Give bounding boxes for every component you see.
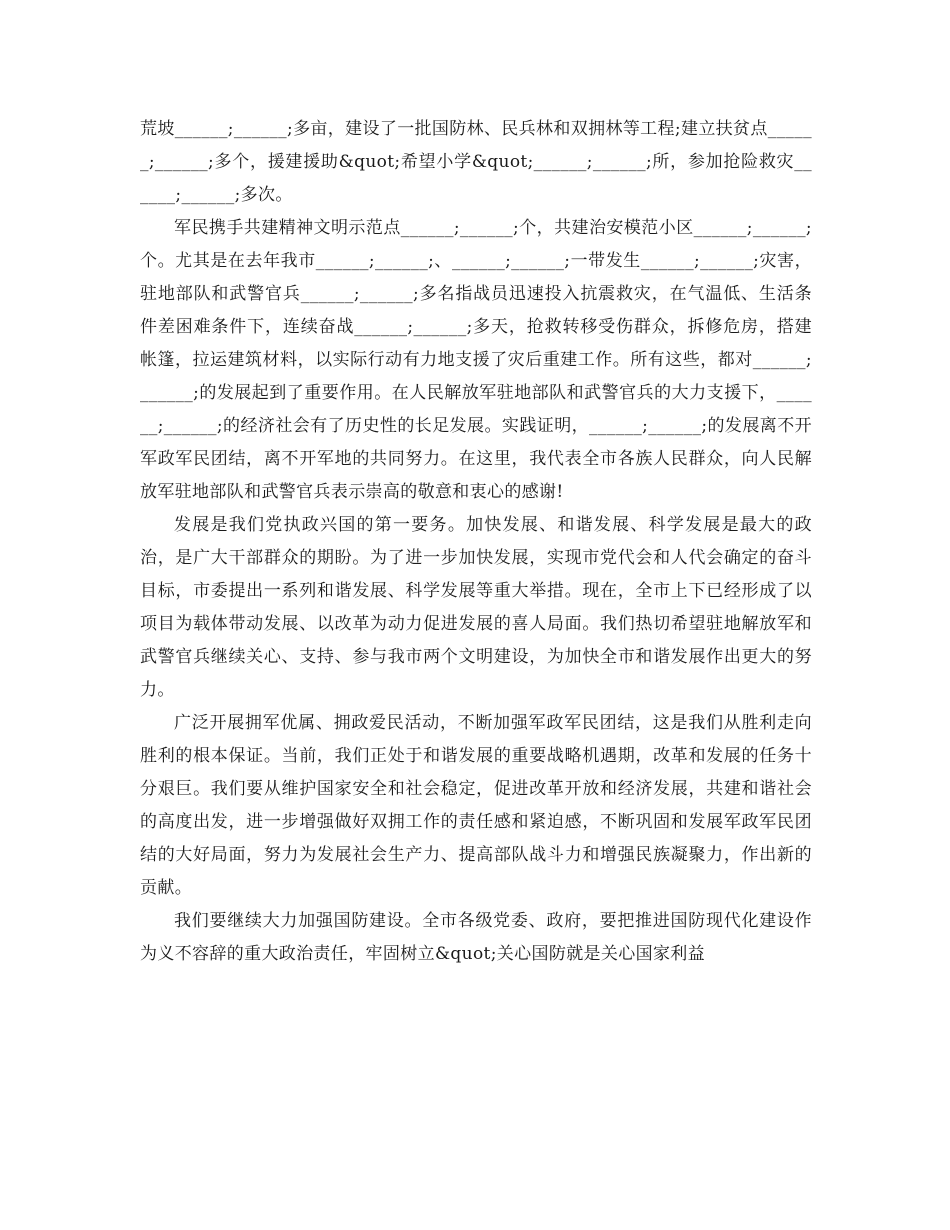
- paragraph-2: 军民携手共建精神文明示范点______;______;个，共建治安模范小区______;______;个。尤其是在去年我市______;______;、______;______;一带发生______;______;灾害，驻地部队和武警官兵______;______;多名指战员迅速投入抗震救灾，在气温低、生活条件差困难条件下，连续奋战______;______;多天，抢救转移受伤群众，拆修危房，搭建帐篷，拉运建筑材料，以实际行动有力地支援了灾后重建工作。所有这些，都对______;______;的发展起到了重要作用。在人民解放军驻地部队和武警官兵的大力支援下，______;______;的经济社会有了历史性的长足发展。实践证明，______;______;的发展离不开军政军民团结，离不开军地的共同努力。在这里，我代表全市各族人民群众，向人民解放军驻地部队和武警官兵表示崇高的敬意和衷心的感谢!: [140, 218, 812, 502]
- paragraph-5: 我们要继续大力加强国防建设。全市各级党委、政府，要把推进国防现代化建设作为义不容辞的重大政治责任，牢固树立&quot;关心国防就是关心国家利益: [140, 911, 812, 964]
- paragraph-3: 发展是我们党执政兴国的第一要务。加快发展、和谐发展、科学发展是最大的政治，是广大干部群众的期盼。为了进一步加快发展，实现市党代会和人代会确定的奋斗目标，市委提出一系列和谐发展、科学发展等重大举措。现在，全市上下已经形成了以项目为载体带动发展、以改革为动力促进发展的喜人局面。我们热切希望驻地解放军和武警官兵继续关心、支持、参与我市两个文明建设，为加快全市和谐发展作出更大的努力。: [140, 515, 812, 700]
- document-body: [140, 113, 812, 971]
- paragraph-1: 荒坡______;______;多亩，建设了一批国防林、民兵林和双拥林等工程;建立扶贫点______;______;多个，援建援助&quot;希望小学&quot;______;______;所，参加抢险救灾______;______;多次。: [140, 119, 812, 205]
- paragraph-4: 广泛开展拥军优属、拥政爱民活动，不断加强军政军民团结，这是我们从胜利走向胜利的根本保证。当前，我们正处于和谐发展的重要战略机遇期，改革和发展的任务十分艰巨。我们要从维护国家安全和社会稳定，促进改革开放和经济发展，共建和谐社会的高度出发，进一步增强做好双拥工作的责任感和紧迫感，不断巩固和发展军政军民团结的大好局面，努力为发展社会生产力、提高部队战斗力和增强民族凝聚力，作出新的贡献。: [140, 713, 812, 898]
